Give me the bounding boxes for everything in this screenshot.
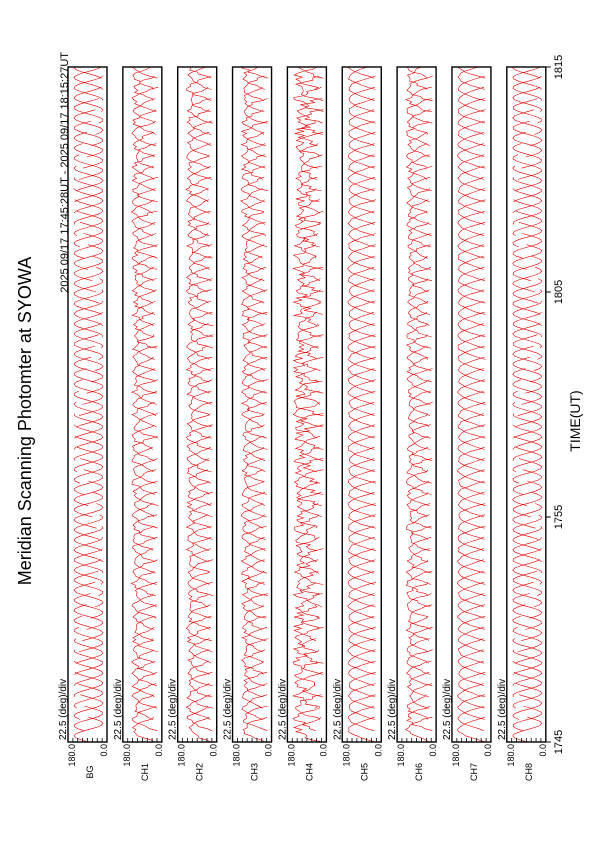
y-tick-label-bottom: 0.0	[482, 744, 493, 757]
scale-label: 22.5 (deg)/div	[387, 678, 399, 740]
time-range-label: 2025 09/17 17:45:28UT - 2025 09/17 18:15:27UT	[59, 52, 71, 293]
channel-label: CH5	[359, 762, 370, 782]
scale-label: 22.5 (deg)/div	[58, 678, 69, 740]
y-tick-label-top: 180.0	[450, 744, 461, 767]
y-tick-label-bottom: 0.0	[428, 744, 439, 757]
scale-label: 22.5 (deg)/div	[277, 678, 289, 740]
y-tick-label-top: 180.0	[67, 744, 77, 767]
y-tick-label-bottom: 0.0	[99, 744, 109, 757]
channel-label: CH6	[414, 762, 425, 782]
y-tick-label-top: 180.0	[121, 744, 132, 767]
x-tick-label: 1755	[552, 504, 565, 530]
channel-label: CH7	[468, 762, 479, 782]
channel-label: CH2	[194, 762, 205, 782]
y-tick-label-bottom: 0.0	[263, 744, 274, 757]
y-tick-label-top: 180.0	[396, 744, 407, 767]
channel-label: CH3	[249, 762, 260, 782]
scale-label: 22.5 (deg)/div	[332, 678, 344, 740]
channel-label: BG	[85, 765, 95, 779]
channel-label: CH4	[304, 762, 315, 782]
scale-label: 22.5 (deg)/div	[441, 678, 453, 740]
y-tick-label-bottom: 0.0	[153, 744, 164, 757]
chart-title: Meridian Scanning Photomter at SYOWA	[15, 256, 35, 586]
x-axis-label: TIME(UT)	[567, 390, 583, 452]
scale-label: 22.5 (deg)/div	[112, 678, 124, 740]
channel-label: CH8	[523, 762, 534, 782]
scale-label: 22.5 (deg)/div	[167, 678, 179, 740]
y-tick-label-top: 180.0	[505, 744, 516, 767]
x-tick-label: 1815	[552, 54, 565, 80]
x-tick-label: 1745	[552, 729, 565, 755]
scale-label: 22.5 (deg)/div	[496, 678, 508, 740]
y-tick-label-top: 180.0	[176, 744, 187, 767]
x-tick-label: 1805	[552, 279, 565, 305]
y-tick-label-top: 180.0	[341, 744, 352, 767]
y-tick-label-bottom: 0.0	[208, 744, 219, 757]
y-tick-label-bottom: 0.0	[373, 744, 384, 757]
channel-label: CH1	[139, 762, 150, 782]
scale-label: 22.5 (deg)/div	[222, 678, 234, 740]
y-tick-label-top: 180.0	[286, 744, 297, 767]
y-tick-label-bottom: 0.0	[318, 744, 329, 757]
y-tick-label-bottom: 0.0	[537, 744, 548, 757]
y-tick-label-top: 180.0	[231, 744, 242, 767]
